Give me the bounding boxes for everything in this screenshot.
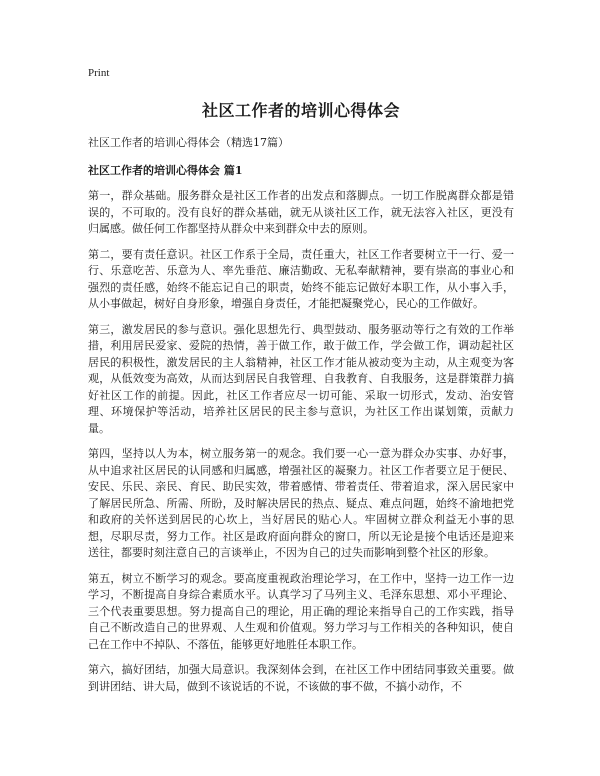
document-page xyxy=(88,66,514,704)
paragraph-3: 第三，激发居民的参与意识。强化思想先行、典型鼓动、服务驱动等行之有效的工作举措，利用居民爱家、爱院的热情，善于做工作，敢于做工作，学会做工作，调动起社区居民的积极性，激发居民的主人翁精神，社区工作才能从被动变为主动，从主观变为客观，从低效变为高效，从而达到居民自我管理、自我教育、自我服务，这是群策群力搞好社区工作的前提。因此，社区工作者应尽一切可能、采取一切形式，发动、治安管理、环境保护等活动，培养社区居民的民主参与意识，为社区工作出谋划策，贡献力量。 xyxy=(88,322,514,435)
paragraph-6: 第六，搞好团结，加强大局意识。我深刻体会到，在社区工作中团结同事致关重要。做到讲团结、讲大局，做到不该说话的不说，不该做的事不做，不搞小动作，不 xyxy=(88,663,514,693)
section-heading: 社区工作者的培训心得体会 篇1 xyxy=(88,164,243,177)
document-title: 社区工作者的培训心得体会 xyxy=(201,101,400,120)
print-link[interactable]: Print xyxy=(88,67,110,79)
paragraph-5: 第五，树立不断学习的观念。要高度重视政治理论学习，在工作中，坚持一边工作一边学习，不断提高自身综合素质水平。认真学习了马列主义、毛泽东思想、邓小平理论、三个代表重要思想。努力提高自己的理论，用正确的理论来指导自己的工作实践，指导自己不断改造自己的世界观、人生观和价值观。努力学习与工作相关的各种知识，使自己在工作中不掉队、不落伍，能够更好地胜任本职工作。 xyxy=(88,571,514,651)
paragraph-4: 第四，坚持以人为本，树立服务第一的观念。我们要一心一意为群众办实事、办好事，从中追求社区居民的认同感和归属感，增强社区的凝聚力。社区工作者要立足于便民、安民、乐民、亲民、育民、助民实效，带着感情、带着责任、带着追求，深入居民家中了解居民所急、所需、所盼，及时解决居民的热点、疑点、难点问题，始终不渝地把党和政府的关怀送到居民的心坎上，当好居民的贴心人。牢固树立群众利益无小事的思想，尽职尽责，努力工作。社区是政府面向群众的窗口，所以无论是接个电话还是迎来送往，都要时刻注意自己的言谈举止，不因为自己的过失而影响到整个社区的形象。 xyxy=(88,447,514,559)
document-subtitle: 社区工作者的培训心得体会（精选17篇） xyxy=(88,136,289,149)
paragraph-2: 第二，要有责任意识。社区工作系于全局，责任重大，社区工作者要树立干一行、爱一行、乐意吃苦、乐意为人、率先垂范、廉洁勤政、无私奉献精神，要有崇高的事业心和强烈的责任感，始终不能忘记自己的职责，始终不能忘记做好本职工作，从小事入手，从小事做起，树好自身形象，增强自身责任，才能把凝聚党心，民心的工作做好。 xyxy=(88,247,514,310)
paragraph-1: 第一，群众基础。服务群众是社区工作者的出发点和落脚点。一切工作脱离群众都是错误的，不可取的。没有良好的群众基础，就无从谈社区工作，就无法容入社区，更没有归属感。做任何工作都坚持从群众中来到群众中去的原则。 xyxy=(88,189,514,235)
